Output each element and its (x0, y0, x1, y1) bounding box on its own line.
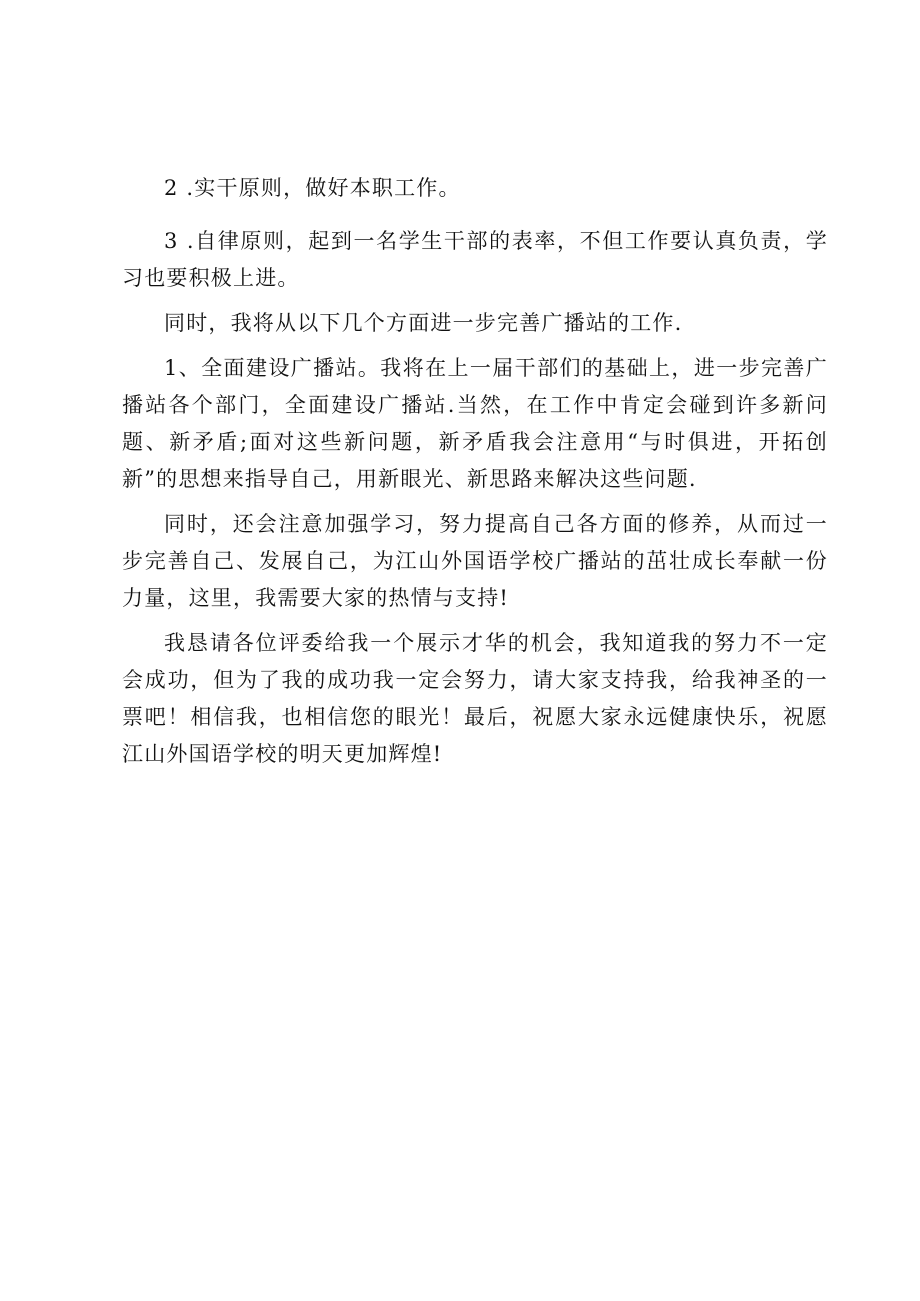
closing-paragraph: 我恳请各位评委给我一个展示才华的机会，我知道我的努力不一定会成功，但为了我的成功我一定会努力，请大家支持我，给我神圣的一票吧！相信我，也相信您的眼光！最后，祝愿大家永远健康快乐，祝愿江山外国语学校的明天更加辉煌! (122, 631, 828, 766)
principle-3-paragraph: 3 .自律原则，起到一名学生干部的表率，不但工作要认真负责，学习也要积极上进。 (122, 229, 828, 290)
document-body (122, 170, 828, 773)
plan-intro-paragraph: 同时，我将从以下几个方面进一步完善广播站的工作. (164, 311, 683, 335)
learning-paragraph: 同时，还会注意加强学习，努力提高自己各方面的修养，从而过一步完善自己、发展自己，为江山外国语学校广播站的茁壮成长奉献一份力量，这里，我需要大家的热情与支持! (122, 512, 828, 610)
plan-item-1-paragraph: 1、全面建设广播站。我将在上一届干部们的基础上，进一步完善广播站各个部门，全面建设广播站.当然，在工作中肯定会碰到许多新问题、新矛盾;面对这些新问题，新矛盾我会注意用“与时俱进，开拓创新”的思想来指导自己，用新眼光、新思路来解决这些问题. (122, 356, 828, 491)
principle-2-paragraph: 2 .实干原则，做好本职工作。 (164, 176, 461, 200)
